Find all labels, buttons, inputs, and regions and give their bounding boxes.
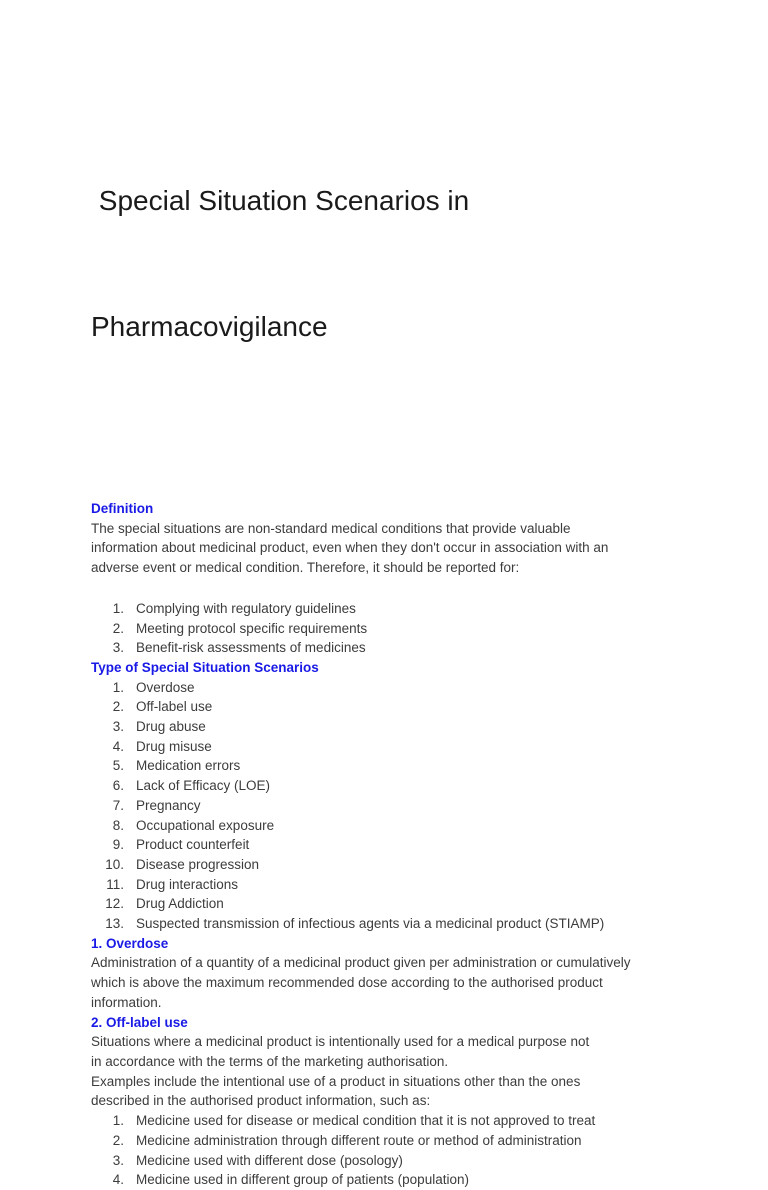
list-item: 4. Medicine used in different group of patients (population) — [112, 1172, 469, 1188]
list-item: 11. Drug interactions — [106, 876, 239, 892]
list-item: 13. Suspected transmission of infectious agents via a medicinal product (STIAMP) — [105, 916, 605, 932]
off-label-examples-list — [91, 1111, 691, 1190]
off-label-line: Situations where a medicinal product is intentionally used for a medical purpose not — [91, 1034, 590, 1050]
overdose-line: Administration of a quantity of a medicinal product given per administration or cumulatively — [91, 955, 631, 971]
overdose-line: which is above the maximum recommended dose according to the authorised product — [91, 975, 603, 991]
list-item: 12. Drug Addiction — [105, 896, 224, 912]
list-item: 3. Medicine used with different dose (posology) — [112, 1152, 403, 1168]
overdose-paragraph — [91, 953, 691, 1012]
reporting-reasons-list — [91, 599, 691, 658]
definition-paragraph — [91, 519, 691, 578]
list-item: 1. Overdose — [112, 679, 195, 695]
list-item: 9. Product counterfeit — [112, 837, 250, 853]
document-page — [91, 96, 691, 1190]
scenario-types-list — [91, 678, 691, 934]
list-item: 2. Meeting protocol specific requirements — [112, 620, 368, 636]
off-label-line: Examples include the intentional use of a product in situations other than the ones — [91, 1073, 581, 1089]
list-item: 10. Disease progression — [105, 856, 260, 872]
list-item: 5. Medication errors — [112, 758, 241, 774]
list-item: 7. Pregnancy — [112, 797, 201, 813]
definition-line: information about medicinal product, even when they don't occur in association with an — [91, 540, 609, 556]
list-item: 8. Occupational exposure — [112, 817, 275, 833]
overdose-line: information. — [91, 994, 162, 1010]
list-item: 3. Drug abuse — [112, 719, 206, 735]
off-label-section — [91, 1013, 691, 1190]
list-item: 2. Medicine administration through different route or method of administration — [112, 1132, 582, 1148]
list-item: 3. Benefit-risk assessments of medicines — [112, 640, 366, 656]
list-item: 4. Drug misuse — [112, 738, 212, 754]
list-item: 2. Off-label use — [112, 699, 213, 715]
title-line-1: Special Situation Scenarios in — [91, 185, 470, 216]
list-item: 1. Complying with regulatory guidelines — [112, 600, 356, 616]
off-label-paragraph — [91, 1032, 691, 1111]
definition-heading: Definition — [91, 501, 154, 516]
definition-line: The special situations are non-standard medical conditions that provide valuable — [91, 520, 571, 536]
list-item: 1. Medicine used for disease or medical condition that it is not approved to treat — [112, 1113, 596, 1129]
overdose-section — [91, 934, 691, 1013]
definition-section — [91, 499, 691, 658]
definition-line: adverse event or medical condition. Therefore, it should be reported for: — [91, 560, 520, 576]
list-item: 6. Lack of Efficacy (LOE) — [112, 778, 271, 794]
types-heading: Type of Special Situation Scenarios — [91, 659, 319, 675]
page-title — [91, 96, 691, 432]
off-label-line: described in the authorised product information, such as: — [91, 1093, 431, 1109]
overdose-heading: 1. Overdose — [91, 935, 169, 951]
title-line-2: Pharmacovigilance — [91, 311, 328, 342]
off-label-heading: 2. Off-label use — [91, 1014, 188, 1030]
off-label-line: in accordance with the terms of the marketing authorisation. — [91, 1053, 449, 1069]
types-section — [91, 658, 691, 934]
